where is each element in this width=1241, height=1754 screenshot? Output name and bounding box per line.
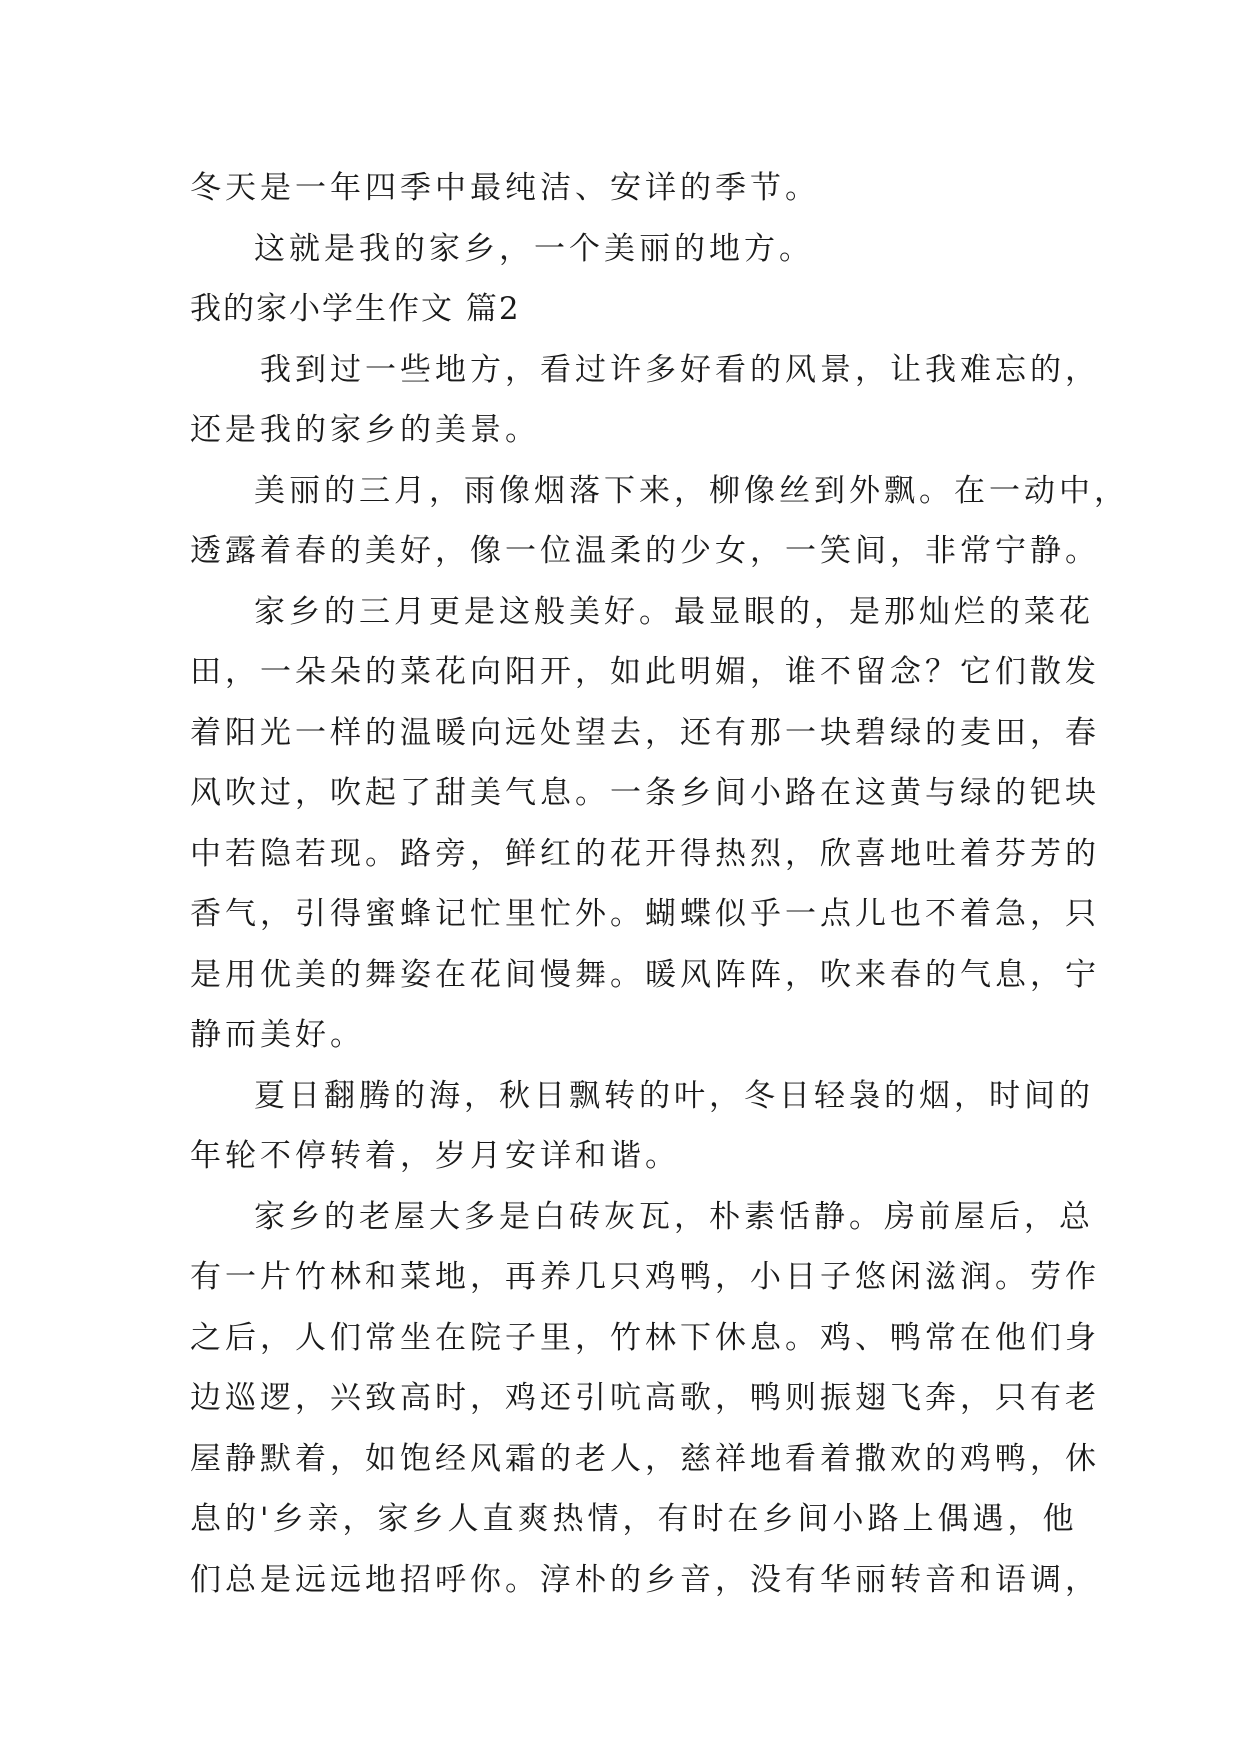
text-line: 我到过一些地方，看过许多好看的风景，让我难忘的， <box>260 351 1100 388</box>
text-line: 们总是远远地招呼你。淳朴的乡音，没有华丽转音和语调， <box>190 1561 1100 1598</box>
text-line: 冬天是一年四季中最纯洁、安详的季节。 <box>190 170 820 206</box>
text-line: 边巡逻，兴致高时，鸡还引吭高歌，鸭则振翅飞奔，只有老 <box>190 1380 1100 1416</box>
text-line: 中若隐若现。路旁，鲜红的花开得热烈，欣喜地吐着芬芳的 <box>190 835 1100 872</box>
text-line: 息的'乡亲，家乡人直爽热情，有时在乡间小路上偶遇，他 <box>190 1501 1078 1537</box>
text-line: 田，一朵朵的菜花向阳开，如此明媚，谁不留念？它们散发 <box>190 654 1100 690</box>
text-line: 还是我的家乡的美景。 <box>190 412 540 448</box>
text-line: 静而美好。 <box>190 1017 365 1053</box>
text-line: 着阳光一样的温暖向远处望去，还有那一块碧绿的麦田，春 <box>190 714 1100 751</box>
text-line: 这就是我的家乡，一个美丽的地方。 <box>254 230 814 267</box>
text-line: 是用优美的舞姿在花间慢舞。暖风阵阵，吹来春的气息，宁 <box>190 956 1100 993</box>
text-line: 年轮不停转着，岁月安详和谐。 <box>190 1138 680 1174</box>
text-line: 风吹过，吹起了甜美气息。一条乡间小路在这黄与绿的钯块 <box>190 775 1100 811</box>
text-line: 有一片竹林和菜地，再养几只鸡鸭，小日子悠闲滋润。劳作 <box>190 1259 1100 1295</box>
text-line: 美丽的三月，雨像烟落下来，柳像丝到外飘。在一动中， <box>254 472 1129 509</box>
text-line: 香气，引得蜜蜂记忙里忙外。蝴蝶似乎一点儿也不着急，只 <box>190 896 1100 932</box>
text-line: 家乡的三月更是这般美好。最显眼的，是那灿烂的菜花 <box>254 593 1094 630</box>
essay-text <box>190 158 1129 1610</box>
text-line: 屋静默着，如饱经风霜的老人，慈祥地看着撒欢的鸡鸭，休 <box>190 1440 1100 1477</box>
text-line: 家乡的老屋大多是白砖灰瓦，朴素恬静。房前屋后，总 <box>254 1198 1094 1235</box>
text-line: 透露着春的美好，像一位温柔的少女，一笑间，非常宁静。 <box>190 533 1100 569</box>
section-heading: 我的家小学生作文 篇2 <box>190 291 521 327</box>
text-line: 夏日翻腾的海，秋日飘转的叶，冬日轻袅的烟，时间的 <box>254 1077 1094 1114</box>
text-line: 之后，人们常坐在院子里，竹林下休息。鸡、鸭常在他们身 <box>190 1319 1100 1356</box>
